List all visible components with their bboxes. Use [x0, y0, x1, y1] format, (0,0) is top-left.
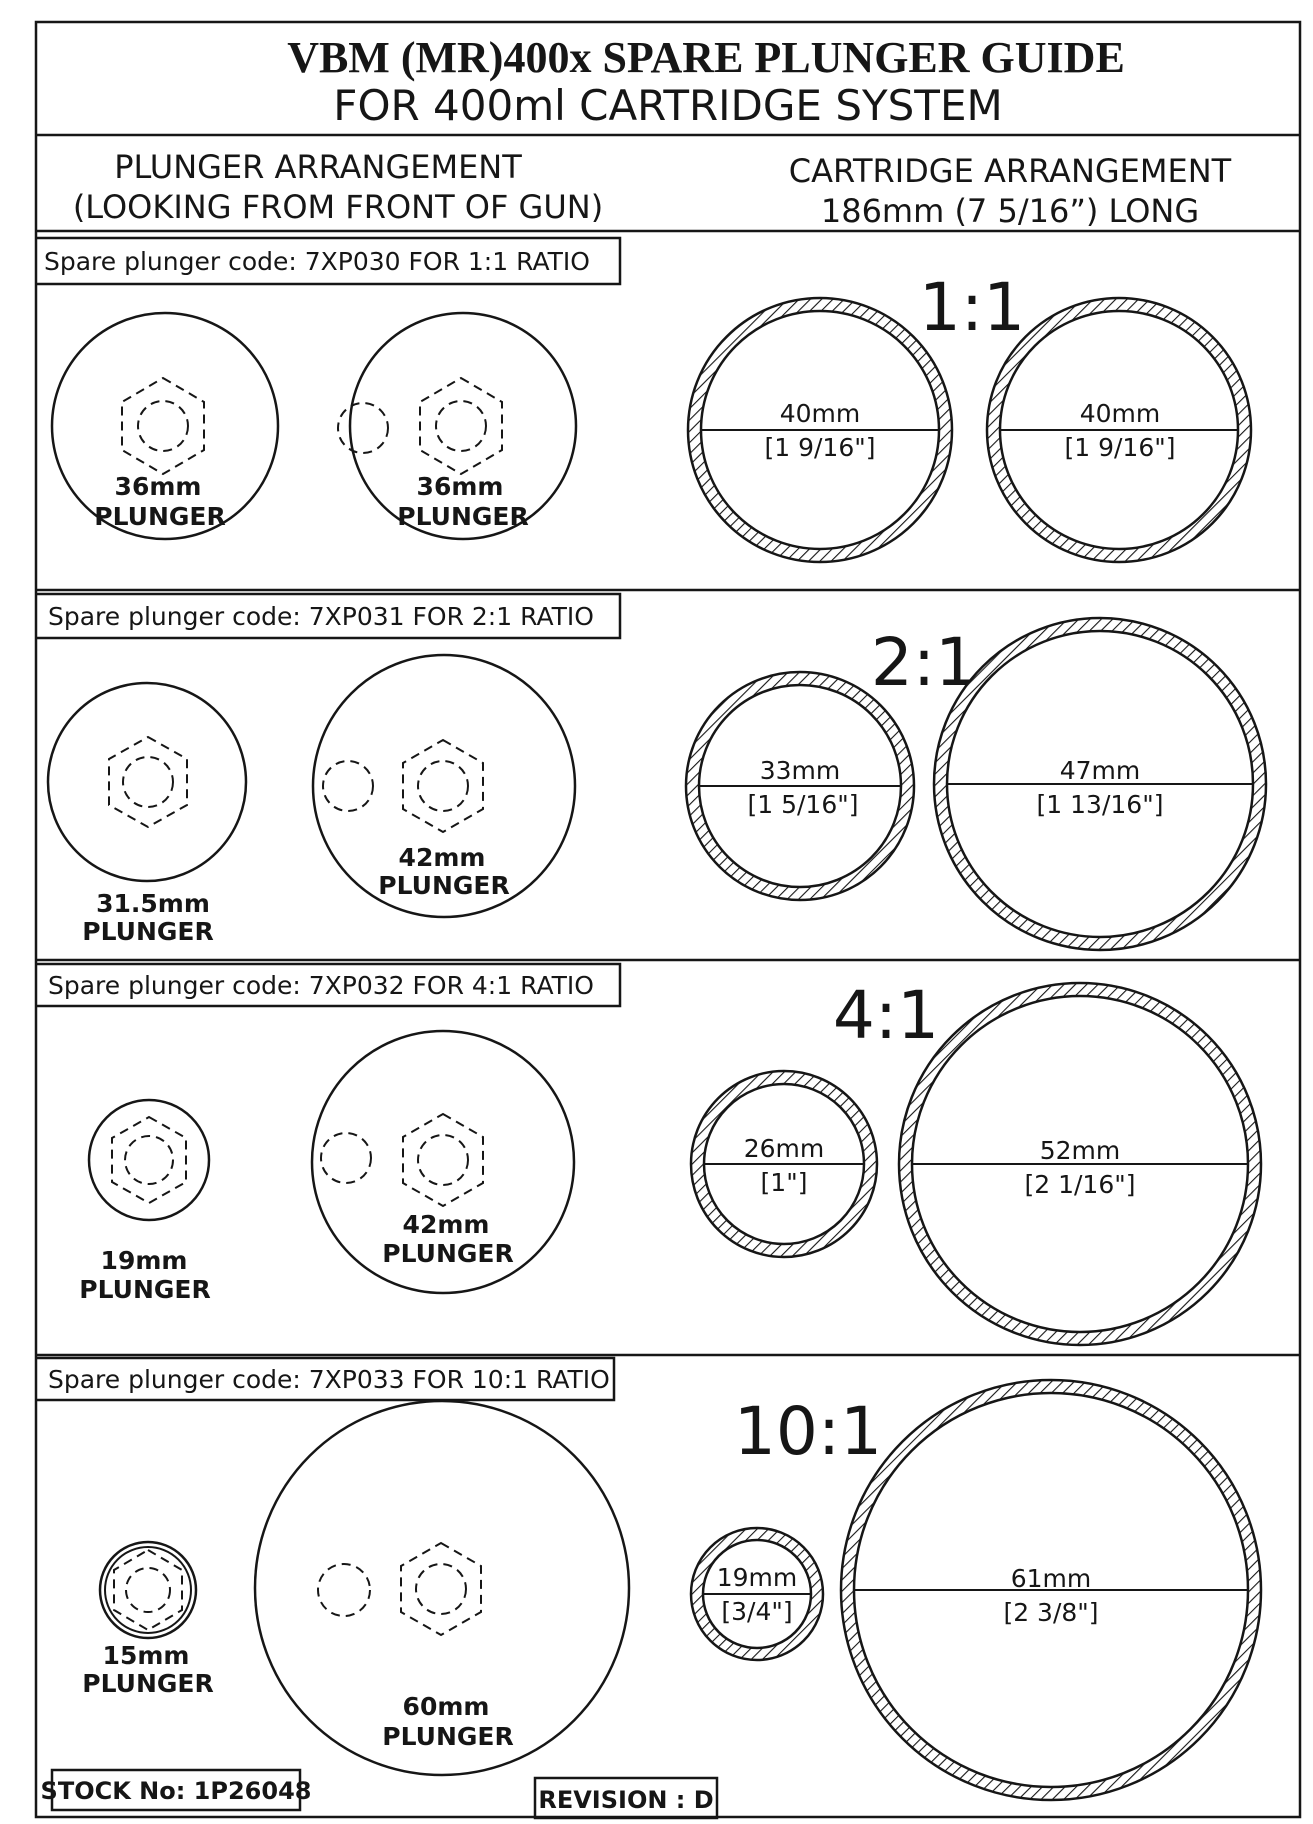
section-1-1: [36, 238, 1251, 562]
spindle-hole-4a: [126, 1568, 170, 1612]
plunger-code-2: Spare plunger code: 7XP031 FOR 2:1 RATIO: [48, 602, 594, 631]
plunger-diagram-1a: [52, 313, 278, 539]
cartridge-mm-2a: 33mm: [759, 756, 841, 785]
cartridge-mm-3b: 52mm: [1039, 1136, 1121, 1165]
hex-nut-2b: [403, 740, 483, 832]
hex-nut-2a: [109, 737, 187, 827]
ratio-label-2: 2:1: [870, 624, 978, 701]
spindle-hole-2b: [418, 761, 468, 811]
plunger-plate-2a: [48, 683, 246, 881]
plunger-word-1a: PLUNGER: [94, 502, 226, 531]
plunger-diagram-4a: [82, 1542, 213, 1698]
plunger-word-1b: PLUNGER: [397, 502, 529, 531]
cartridge-2a: [686, 672, 914, 900]
plunger-size-4b: 60mm: [402, 1692, 490, 1721]
plunger-size-1a: 36mm: [114, 472, 202, 501]
cartridge-mm-4a: 19mm: [716, 1563, 798, 1592]
cartridge-inch-1b: [1 9/16"]: [1064, 433, 1176, 462]
hex-nut-1b: [420, 378, 502, 474]
offset-hole-2b: [323, 761, 373, 811]
cartridge-3a: [691, 1071, 877, 1257]
plunger-code-3: Spare plunger code: 7XP032 FOR 4:1 RATIO: [48, 971, 594, 1000]
plunger-size-3b: 42mm: [402, 1210, 490, 1239]
plunger-arrangement-subheading: (LOOKING FROM FRONT OF GUN): [72, 188, 604, 226]
cartridge-inch-4b: [2 3/8"]: [1003, 1598, 1099, 1627]
section-10-1: [36, 1358, 1261, 1800]
hex-nut-3b: [403, 1114, 483, 1206]
plunger-size-4a: 15mm: [102, 1641, 190, 1670]
cartridge-1b: [987, 298, 1251, 562]
plunger-arrangement-heading: PLUNGER ARRANGEMENT: [114, 148, 522, 186]
stock-number: STOCK No: 1P26048: [40, 1777, 312, 1805]
plunger-word-2a: PLUNGER: [82, 917, 214, 946]
hex-nut-4a: [114, 1550, 182, 1630]
hex-nut-1a: [122, 378, 204, 474]
plunger-size-2a: 31.5mm: [96, 889, 210, 918]
cartridge-inch-3b: [2 1/16"]: [1024, 1170, 1136, 1199]
cartridge-inch-1a: [1 9/16"]: [764, 433, 876, 462]
cartridge-inch-2b: [1 13/16"]: [1036, 790, 1164, 819]
section-2-1: [36, 594, 1266, 950]
title-line-1: VBM (MR)400x SPARE PLUNGER GUIDE: [287, 33, 1125, 82]
cartridge-mm-1b: 40mm: [1079, 399, 1161, 428]
offset-hole-3b: [321, 1133, 371, 1183]
plunger-diagram-1b: [338, 313, 576, 539]
cartridge-inch-2a: [1 5/16"]: [747, 790, 859, 819]
plunger-size-3a: 19mm: [100, 1246, 188, 1275]
cartridge-inch-4a: [3/4"]: [721, 1597, 793, 1626]
plunger-diagram-2a: [48, 683, 246, 946]
plunger-diagram-2b: [313, 655, 575, 917]
plunger-word-4a: PLUNGER: [82, 1669, 214, 1698]
cartridge-mm-1a: 40mm: [779, 399, 861, 428]
cartridge-3b: [899, 983, 1261, 1345]
plunger-word-2b: PLUNGER: [378, 871, 510, 900]
spindle-hole-3a: [125, 1136, 173, 1184]
ratio-label-3: 4:1: [832, 977, 940, 1054]
title-line-2: FOR 400ml CARTRIDGE SYSTEM: [333, 81, 1003, 130]
cartridge-mm-4b: 61mm: [1010, 1564, 1092, 1593]
section-4-1: [36, 964, 1261, 1345]
plunger-code-1: Spare plunger code: 7XP030 FOR 1:1 RATIO: [44, 247, 590, 276]
plunger-code-4: Spare plunger code: 7XP033 FOR 10:1 RATIO: [48, 1365, 610, 1394]
plunger-word-3b: PLUNGER: [382, 1239, 514, 1268]
cartridge-length-heading: 186mm (7 5/16”) LONG: [820, 192, 1200, 230]
revision-label: REVISION : D: [538, 1786, 714, 1814]
plunger-word-4b: PLUNGER: [382, 1722, 514, 1751]
cartridge-arrangement-heading: CARTRIDGE ARRANGEMENT: [788, 152, 1232, 190]
hex-nut-3a: [112, 1117, 186, 1203]
cartridge-4b: [841, 1380, 1261, 1800]
ratio-label-1: 1:1: [918, 269, 1026, 346]
plunger-size-1b: 36mm: [416, 472, 504, 501]
cartridge-2b: [934, 618, 1266, 950]
plunger-diagram-3a: [79, 1100, 210, 1304]
spindle-hole-1b: [436, 401, 486, 451]
cartridge-mm-2b: 47mm: [1059, 756, 1141, 785]
cartridge-mm-3a: 26mm: [743, 1134, 825, 1163]
cartridge-inch-3a: [1"]: [760, 1168, 808, 1197]
spindle-hole-4b: [416, 1564, 466, 1614]
plunger-plate-4a: [100, 1542, 196, 1638]
offset-hole-1b: [338, 403, 388, 453]
spindle-hole-2a: [123, 757, 173, 807]
spindle-hole-1a: [138, 401, 188, 451]
plunger-size-2b: 42mm: [398, 843, 486, 872]
plunger-diagram-3b: [312, 1031, 574, 1293]
ratio-label-4: 10:1: [733, 1393, 883, 1470]
hex-nut-4b: [401, 1543, 481, 1635]
offset-hole-4b: [318, 1564, 370, 1616]
plunger-diagram-4b: [255, 1401, 629, 1775]
spindle-hole-3b: [418, 1135, 468, 1185]
plunger-rim-4a: [105, 1547, 191, 1633]
cartridge-1a: [688, 298, 952, 562]
cartridge-4a: [691, 1528, 823, 1660]
plunger-word-3a: PLUNGER: [79, 1275, 211, 1304]
